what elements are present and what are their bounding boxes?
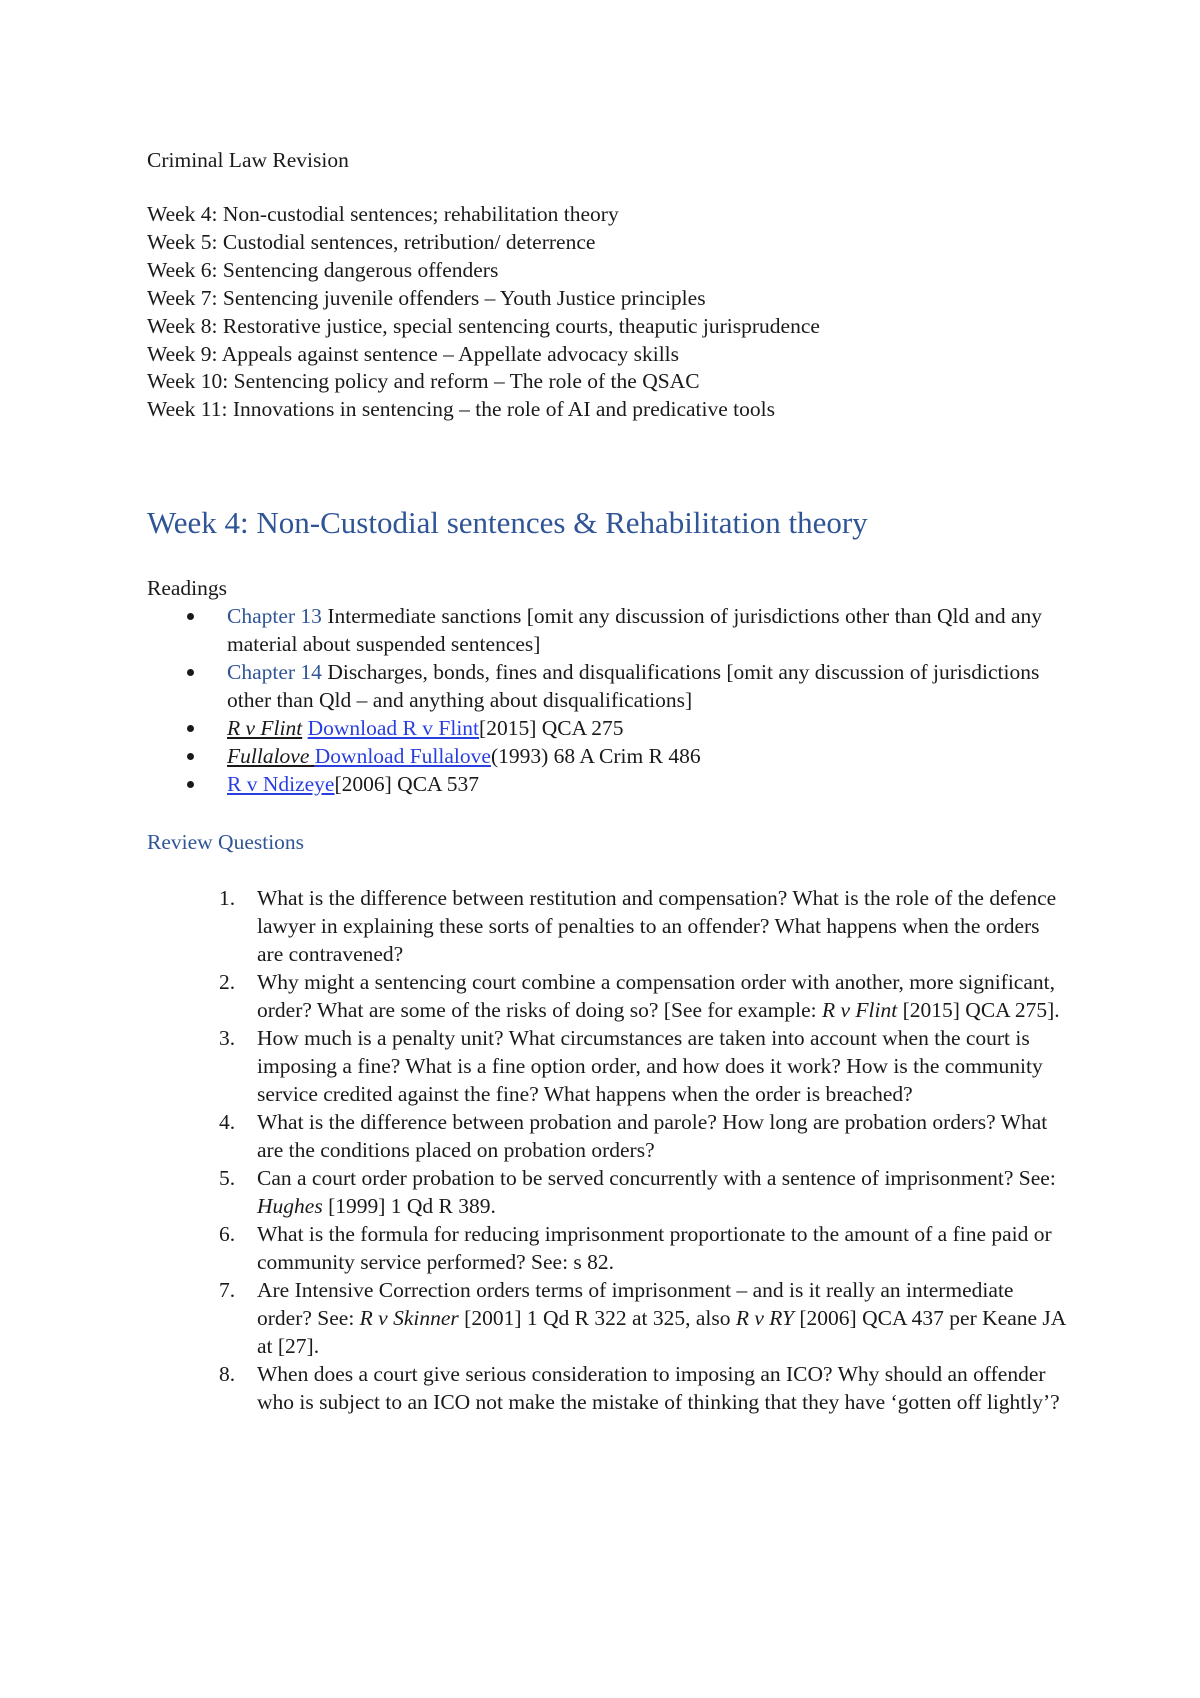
case-name: Hughes: [257, 1194, 323, 1218]
week-item: Week 7: Sentencing juvenile offenders – Youth Justice principles: [147, 285, 706, 310]
case-name: R v Skinner: [359, 1306, 459, 1330]
reading-chapter: Chapter 14: [227, 660, 322, 684]
case-citation: [2006] QCA 537: [334, 772, 479, 796]
question-text: What is the difference between restitution and compensation? What is the role of the defence lawyer in explaining these sorts of penalties to an offender? What happens when the orders are contravened?: [257, 886, 1057, 966]
question-item: [147, 1164, 1067, 1220]
week-item: Week 8: Restorative justice, special sentencing courts, theaputic jurisprudence: [147, 313, 820, 338]
r-v-ndizeye-link[interactable]: R v Ndizeye: [227, 772, 335, 796]
question-item: [147, 1108, 1067, 1164]
question-number: 4.: [219, 1110, 236, 1134]
question-text: [1999] 1 Qd R 389.: [322, 1194, 496, 1218]
question-text: [2006] QCA 437 per Keane JA at [27].: [257, 1306, 1066, 1358]
question-item: [147, 968, 1067, 1024]
question-number: 7.: [219, 1278, 236, 1302]
case-name: Fullalove: [227, 744, 315, 768]
question-text: What is the difference between probation and parole? How long are probation orders? What are the conditions placed on probation orders?: [257, 1110, 1048, 1162]
week-item: Week 9: Appeals against sentence – Appellate advocacy skills: [147, 341, 680, 366]
question-text: How much is a penalty unit? What circumstances are taken into account when the court is imposing a fine? What is a fine option order, and how does it work? How is the community service credited against the fine? What happens when the order is breached?: [257, 1026, 1043, 1106]
case-name: R v RY: [735, 1306, 795, 1330]
reading-item: [147, 742, 1067, 770]
question-text: Are Intensive Correction orders terms of imprisonment – and is it really an intermediate order? See:: [257, 1278, 1014, 1330]
week-item: Week 4: Non-custodial sentences; rehabilitation theory: [147, 202, 619, 226]
case-citation: (1993) 68 A Crim R 486: [490, 744, 701, 768]
question-item: [147, 1360, 1067, 1416]
question-text: Can a court order probation to be served concurrently with a sentence of imprisonment? See:: [257, 1166, 1056, 1190]
bullet-icon: [187, 781, 194, 788]
readings-label: Readings: [147, 576, 228, 600]
question-number: 5.: [219, 1166, 236, 1190]
question-item: [147, 1276, 1067, 1360]
week-overview-list: [147, 201, 820, 424]
question-number: 3.: [219, 1026, 236, 1050]
question-number: 2.: [219, 970, 236, 994]
question-text: [2001] 1 Qd R 322 at 325, also: [458, 1306, 736, 1330]
reading-item: [147, 770, 1067, 798]
reading-chapter: Chapter 13: [227, 604, 322, 628]
case-name: R v Flint: [227, 716, 303, 740]
download-r-v-flint-link[interactable]: Download R v Flint: [307, 716, 480, 740]
bullet-icon: [187, 669, 194, 676]
reading-item: [147, 602, 1067, 658]
week-item: Week 6: Sentencing dangerous offenders: [147, 257, 499, 282]
download-fullalove-link[interactable]: Download Fullalove: [314, 744, 491, 768]
question-item: [147, 884, 1067, 968]
week-item: Week 10: Sentencing policy and reform – The role of the QSAC: [147, 369, 700, 394]
question-text: What is the formula for reducing imprisonment proportionate to the amount of a fine paid or community service performed? See: s 82.: [257, 1222, 1052, 1274]
bullet-icon: [187, 753, 194, 760]
question-text: When does a court give serious consideration to imposing an ICO? Why should an offender who is subject to an ICO not make the mistake of thinking that they have ‘gotten off lightly’?: [257, 1362, 1060, 1414]
reading-item: [147, 714, 1067, 742]
section-heading: Week 4: Non-Custodial sentences & Rehabilitation theory: [147, 505, 868, 540]
question-item: [147, 1220, 1067, 1276]
case-name: R v Flint: [821, 998, 898, 1022]
review-questions-list: [147, 884, 1067, 1416]
readings-list: [147, 602, 1067, 798]
question-item: [147, 1024, 1067, 1108]
question-number: 8.: [219, 1362, 236, 1386]
reading-text: Intermediate sanctions [omit any discussion of jurisdictions other than Qld and any material about suspended sentences]: [227, 604, 1043, 656]
review-questions-label: Review Questions: [147, 830, 305, 854]
week-item: Week 11: Innovations in sentencing – the role of AI and predicative tools: [147, 397, 775, 422]
document-title: Criminal Law Revision: [147, 148, 349, 172]
week-item: Week 5: Custodial sentences, retribution/ deterrence: [147, 229, 596, 254]
reading-text: Discharges, bonds, fines and disqualifications [omit any discussion of jurisdictions other than Qld – and anything about disqualifications]: [227, 660, 1040, 712]
question-number: 1.: [219, 886, 236, 910]
question-number: 6.: [219, 1222, 236, 1246]
question-text: Why might a sentencing court combine a compensation order with another, more significant, order? What are some of the risks of doing so? [See for example:: [257, 970, 1055, 1022]
question-text: [2015] QCA 275].: [897, 998, 1060, 1022]
reading-item: [147, 658, 1067, 714]
bullet-icon: [187, 725, 194, 732]
bullet-icon: [187, 613, 194, 620]
case-citation: [2015] QCA 275: [479, 716, 624, 740]
